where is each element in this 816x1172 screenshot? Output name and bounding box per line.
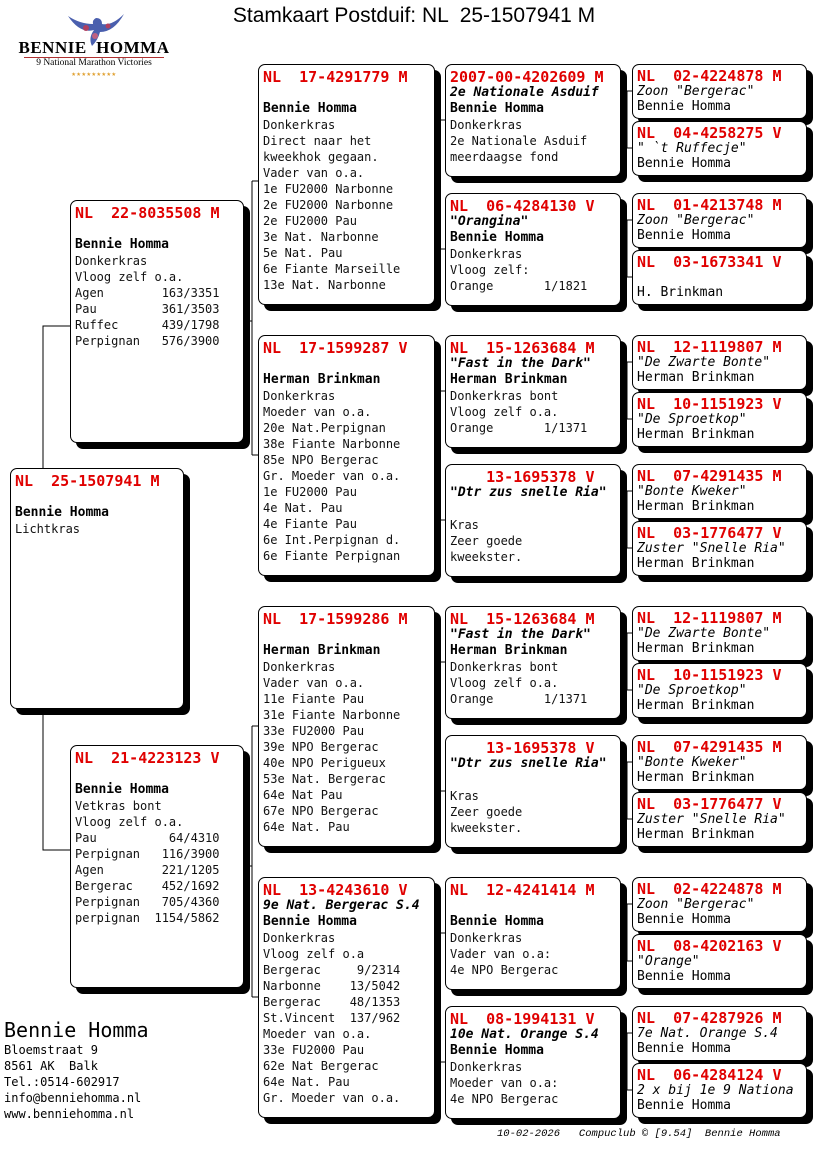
ring-number: NL 13-4243610 V [263, 881, 408, 899]
ring-number: NL 08-4202163 V [637, 937, 782, 955]
detail-line: Kras [450, 518, 479, 532]
nickname [75, 221, 243, 237]
detail-line: Donkerkras [263, 931, 336, 945]
nickname [637, 270, 806, 285]
detail-line: kweekster. [450, 550, 523, 564]
detail-line: 6e Int.Perpignan d. [263, 533, 401, 547]
nickname [263, 356, 434, 372]
owner-name: Bennie Homma [450, 230, 544, 245]
nickname: 7e Nat. Orange S.4 [637, 1026, 778, 1041]
detail-line: Vloog zelf o.a. [75, 270, 184, 284]
detail-line: Orange 1/1821 [450, 279, 588, 293]
nickname: "Orangina" [450, 214, 529, 229]
ring-number: NL 17-1599286 M [263, 610, 408, 628]
pigeon-card-great-great-grandparent[interactable] [632, 877, 807, 932]
nickname [75, 766, 243, 782]
detail-line: Vader van o.a: [450, 947, 552, 961]
breeder-website: www.benniehomma.nl [4, 1107, 135, 1121]
owner-name: Bennie Homma [637, 228, 731, 243]
nickname: "Dtr zus snelle Ria" [450, 756, 607, 771]
pigeon-card-great-great-grandparent[interactable] [632, 606, 807, 661]
pigeon-card-great-grandparent[interactable] [445, 464, 621, 577]
nickname [15, 489, 183, 505]
detail-line: 4e Fiante Pau [263, 517, 357, 531]
owner-name: Bennie Homma [637, 912, 731, 927]
detail-line: Moeder van o.a. [263, 405, 372, 419]
owner-name: Bennie Homma [75, 782, 169, 797]
pigeon-card-great-great-grandparent[interactable] [632, 1063, 807, 1118]
nickname: "Bonte Kweker" [637, 755, 747, 770]
detail-line: 13e Nat. Narbonne [263, 278, 386, 292]
owner-name [450, 772, 620, 788]
owner-name: Herman Brinkman [263, 643, 381, 658]
ring-number: NL 15-1263684 M [450, 339, 595, 357]
owner-name: Herman Brinkman [263, 372, 381, 387]
ring-number: NL 10-1151923 V [637, 395, 782, 413]
nickname: "Orange" [637, 954, 700, 969]
detail-line: kweekster. [450, 821, 523, 835]
detail-line: Vloog zelf o.a. [450, 405, 559, 419]
detail-line: 64e Nat Pau [263, 788, 343, 802]
detail-line: 11e Fiante Pau [263, 692, 365, 706]
ring-number: NL 07-4291435 M [637, 467, 782, 485]
owner-name: Bennie Homma [75, 237, 169, 252]
breeder-city: 8561 AK Balk [4, 1059, 98, 1073]
ring-number: NL 06-4284124 V [637, 1066, 782, 1084]
detail-line: 33e FU2000 Pau [263, 1043, 365, 1057]
detail-line: Donkerkras [450, 1060, 523, 1074]
ring-number: 13-1695378 V [450, 468, 595, 486]
ring-number: NL 04-4258275 V [637, 124, 782, 142]
nickname [263, 627, 434, 643]
breeder-email: info@benniehomma.nl [4, 1091, 142, 1105]
page-title: Stamkaart Postduif: NL 25-1507941 M [232, 4, 596, 27]
detail-line: Orange 1/1371 [450, 692, 588, 706]
nickname: 2e Nationale Asduif [450, 85, 599, 100]
nickname [450, 898, 620, 914]
nickname: 9e Nat. Bergerac S.4 [263, 898, 420, 913]
detail-line: 4e Nat. Pau [263, 501, 343, 515]
owner-name: Herman Brinkman [637, 370, 755, 385]
detail-line: Moeder van o.a. [263, 1027, 372, 1041]
detail-line: Lichtkras [15, 522, 81, 536]
detail-line: Bergerac 452/1692 [75, 879, 220, 893]
ring-number: 13-1695378 V [450, 739, 595, 757]
detail-line: 62e Nat Bergerac [263, 1059, 379, 1073]
pigeon-card-great-great-grandparent[interactable] [632, 934, 807, 989]
pigeon-card-subject[interactable] [10, 468, 184, 709]
ring-number: NL 03-1776477 V [637, 524, 782, 542]
detail-line: 1e FU2000 Narbonne [263, 182, 394, 196]
owner-name: Herman Brinkman [450, 643, 568, 658]
owner-name: H. Brinkman [637, 285, 724, 300]
ring-number: NL 07-4287926 M [637, 1009, 782, 1027]
detail-line: Donkerkras [450, 247, 523, 261]
detail-line: Vader van o.a. [263, 676, 365, 690]
owner-name: Bennie Homma [637, 969, 731, 984]
nickname: 2 x bij 1e 9 Nationa [637, 1083, 794, 1098]
nickname: "De Sproetkop" [637, 412, 747, 427]
ring-number: NL 25-1507941 M [15, 472, 160, 490]
owner-name: Bennie Homma [450, 1043, 544, 1058]
owner-name: Herman Brinkman [637, 556, 755, 571]
owner-name: Bennie Homma [450, 914, 544, 929]
ring-number: NL 03-1776477 V [637, 795, 782, 813]
detail-line: 2e Nationale Asduif [450, 134, 588, 148]
detail-line: Narbonne 13/5042 [263, 979, 401, 993]
ring-number: NL 21-4223123 V [75, 749, 220, 767]
detail-line: Donkerkras [263, 389, 336, 403]
pigeon-card-great-grandparent[interactable] [445, 877, 621, 990]
detail-line: 39e NPO Bergerac [263, 740, 379, 754]
detail-line: Zeer goede [450, 534, 523, 548]
owner-name: Herman Brinkman [637, 427, 755, 442]
detail-line: Gr. Moeder van o.a. [263, 469, 401, 483]
owner-name: Herman Brinkman [637, 827, 755, 842]
nickname: "De Sproetkop" [637, 683, 747, 698]
detail-line: 3e Nat. Narbonne [263, 230, 379, 244]
detail-line: 6e Fiante Marseille [263, 262, 401, 276]
owner-name: Bennie Homma [15, 505, 109, 520]
nickname: 10e Nat. Orange S.4 [450, 1027, 599, 1042]
pigeon-card-great-great-grandparent[interactable] [632, 335, 807, 390]
nickname: Zoon "Bergerac" [637, 84, 755, 99]
detail-line: Bergerac 48/1353 [263, 995, 401, 1009]
pigeon-card-great-grandparent[interactable] [445, 735, 621, 848]
pigeon-card-great-great-grandparent[interactable] [632, 792, 807, 847]
owner-name: Bennie Homma [637, 156, 731, 171]
ring-number: NL 02-4224878 M [637, 880, 782, 898]
ring-number: NL 15-1263684 M [450, 610, 595, 628]
pigeon-card-great-great-grandparent[interactable] [632, 663, 807, 718]
pigeon-card-great-grandparent[interactable] [445, 64, 621, 177]
detail-line: 2e FU2000 Narbonne [263, 198, 394, 212]
detail-line: 53e Nat. Bergerac [263, 772, 386, 786]
owner-name: Herman Brinkman [637, 499, 755, 514]
owner-name: Bennie Homma [450, 101, 544, 116]
nickname: Zoon "Bergerac" [637, 897, 755, 912]
owner-name: Bennie Homma [637, 1041, 731, 1056]
owner-name: Herman Brinkman [450, 372, 568, 387]
pigeon-card-father[interactable] [70, 200, 244, 443]
detail-line: Vloog zelf: [450, 263, 530, 277]
owner-name: Bennie Homma [637, 99, 731, 114]
pigeon-card-great-grandparent[interactable] [445, 1006, 621, 1119]
pigeon-card-grandparent[interactable] [258, 335, 435, 576]
ring-number: NL 12-1119807 M [637, 338, 782, 356]
nickname: "Fast in the Dark" [450, 627, 591, 642]
detail-line: Donkerkras [263, 118, 336, 132]
detail-line: Donkerkras bont [450, 660, 559, 674]
ring-number: NL 06-4284130 V [450, 197, 595, 215]
ring-number: NL 01-4213748 M [637, 196, 782, 214]
detail-line: Vloog zelf o.a. [450, 676, 559, 690]
footer-credit: 10-02-2026 Compuclub © [9.54] Bennie Homma [497, 1128, 781, 1140]
detail-line: 4e NPO Bergerac [450, 1092, 559, 1106]
pigeon-card-great-great-grandparent[interactable] [632, 735, 807, 790]
detail-line: 64e Nat. Pau [263, 820, 350, 834]
nickname: Zoon "Bergerac" [637, 213, 755, 228]
detail-line: 67e NPO Bergerac [263, 804, 379, 818]
pigeon-card-great-great-grandparent[interactable] [632, 392, 807, 447]
detail-line: 6e Fiante Perpignan [263, 549, 401, 563]
detail-line: perpignan 1154/5862 [75, 911, 220, 925]
detail-line: Zeer goede [450, 805, 523, 819]
ring-number: NL 03-1673341 V [637, 253, 782, 271]
detail-line: 38e Fiante Narbonne [263, 437, 401, 451]
pigeon-card-great-great-grandparent[interactable] [632, 64, 807, 119]
owner-name: Bennie Homma [263, 101, 357, 116]
detail-line: 40e NPO Perigueux [263, 756, 386, 770]
detail-line: meerdaagse fond [450, 150, 559, 164]
detail-line: 1e FU2000 Pau [263, 485, 357, 499]
detail-line: Donkerkras [263, 660, 336, 674]
detail-line: Agen 163/3351 [75, 286, 220, 300]
detail-line: Ruffec 439/1798 [75, 318, 220, 332]
pigeon-card-grandparent[interactable] [258, 64, 435, 305]
owner-name: Herman Brinkman [637, 698, 755, 713]
pigeon-card-great-grandparent[interactable] [445, 193, 621, 306]
breeder-street: Bloemstraat 9 [4, 1043, 98, 1057]
detail-line: Moeder van o.a: [450, 1076, 559, 1090]
breeder-contact [4, 1018, 149, 1122]
detail-line: 2e FU2000 Pau [263, 214, 357, 228]
breeder-phone: Tel.:0514-602917 [4, 1075, 120, 1089]
pigeon-card-great-grandparent[interactable] [445, 606, 621, 719]
owner-name: Herman Brinkman [637, 770, 755, 785]
ring-number: NL 10-1151923 V [637, 666, 782, 684]
pigeon-card-great-great-grandparent[interactable] [632, 121, 807, 176]
detail-line: 85e NPO Bergerac [263, 453, 379, 467]
detail-line: Perpignan 116/3900 [75, 847, 220, 861]
pigeon-card-great-great-grandparent[interactable] [632, 193, 807, 248]
detail-line: Donkerkras [450, 118, 523, 132]
detail-line: Donkerkras [450, 931, 523, 945]
detail-line: Perpignan 705/4360 [75, 895, 220, 909]
detail-line: Vetkras bont [75, 799, 162, 813]
pigeon-card-mother[interactable] [70, 745, 244, 988]
detail-line: Donkerkras [75, 254, 148, 268]
nickname: "Fast in the Dark" [450, 356, 591, 371]
detail-line: Gr. Moeder van o.a. [263, 1091, 401, 1105]
pigeon-card-grandparent[interactable] [258, 877, 435, 1118]
ring-number: NL 12-4241414 M [450, 881, 595, 899]
nickname: " `t Ruffecje" [637, 141, 747, 156]
owner-name [450, 501, 620, 517]
nickname: Zuster "Snelle Ria" [637, 541, 786, 556]
ring-number: NL 02-4224878 M [637, 67, 782, 85]
logo-stars: ★★★★★★★★★ [71, 69, 117, 78]
owner-name: Bennie Homma [263, 914, 357, 929]
detail-line: 31e Fiante Narbonne [263, 708, 401, 722]
breeder-name: Bennie Homma [4, 1018, 149, 1042]
detail-line: Vloog zelf o.a [263, 947, 365, 961]
detail-line: Pau 361/3503 [75, 302, 220, 316]
detail-line: 64e Nat. Pau [263, 1075, 350, 1089]
ring-number: 2007-00-4202609 M [450, 68, 604, 86]
detail-line: Bergerac 9/2314 [263, 963, 401, 977]
detail-line: Agen 221/1205 [75, 863, 220, 877]
ring-number: NL 12-1119807 M [637, 609, 782, 627]
nickname: "De Zwarte Bonte" [637, 626, 771, 641]
ring-number: NL 08-1994131 V [450, 1010, 595, 1028]
owner-name: Herman Brinkman [637, 641, 755, 656]
detail-line: Vloog zelf o.a. [75, 815, 184, 829]
detail-line: kweekhok gegaan. [263, 150, 379, 164]
detail-line: 4e NPO Bergerac [450, 963, 559, 977]
logo-tagline: 9 National Marathon Victories [36, 58, 152, 68]
detail-line: Direct naar het [263, 134, 372, 148]
ring-number: NL 22-8035508 M [75, 204, 220, 222]
owner-name: Bennie Homma [637, 1098, 731, 1113]
nickname: "Dtr zus snelle Ria" [450, 485, 607, 500]
detail-line: 5e Nat. Pau [263, 246, 343, 260]
pigeon-card-grandparent[interactable] [258, 606, 435, 847]
detail-line: Kras [450, 789, 479, 803]
ring-number: NL 17-1599287 V [263, 339, 408, 357]
detail-line: St.Vincent 137/962 [263, 1011, 401, 1025]
nickname: Zuster "Snelle Ria" [637, 812, 786, 827]
detail-line: Perpignan 576/3900 [75, 334, 220, 348]
pigeon-card-great-great-grandparent[interactable] [632, 1006, 807, 1061]
detail-line: 33e FU2000 Pau [263, 724, 365, 738]
detail-line: Orange 1/1371 [450, 421, 588, 435]
ring-number: NL 17-4291779 M [263, 68, 408, 86]
detail-line: Vader van o.a. [263, 166, 365, 180]
nickname [263, 85, 434, 101]
detail-line: 20e Nat.Perpignan [263, 421, 386, 435]
logo-brand: BENNIE HOMMA [18, 38, 170, 57]
detail-line: Pau 64/4310 [75, 831, 220, 845]
nickname: "De Zwarte Bonte" [637, 355, 771, 370]
pigeon-card-great-great-grandparent[interactable] [632, 521, 807, 576]
detail-line: Donkerkras bont [450, 389, 559, 403]
nickname: "Bonte Kweker" [637, 484, 747, 499]
pigeon-card-great-great-grandparent[interactable] [632, 464, 807, 519]
ring-number: NL 07-4291435 M [637, 738, 782, 756]
pigeon-card-great-grandparent[interactable] [445, 335, 621, 448]
pigeon-card-great-great-grandparent[interactable] [632, 250, 807, 305]
